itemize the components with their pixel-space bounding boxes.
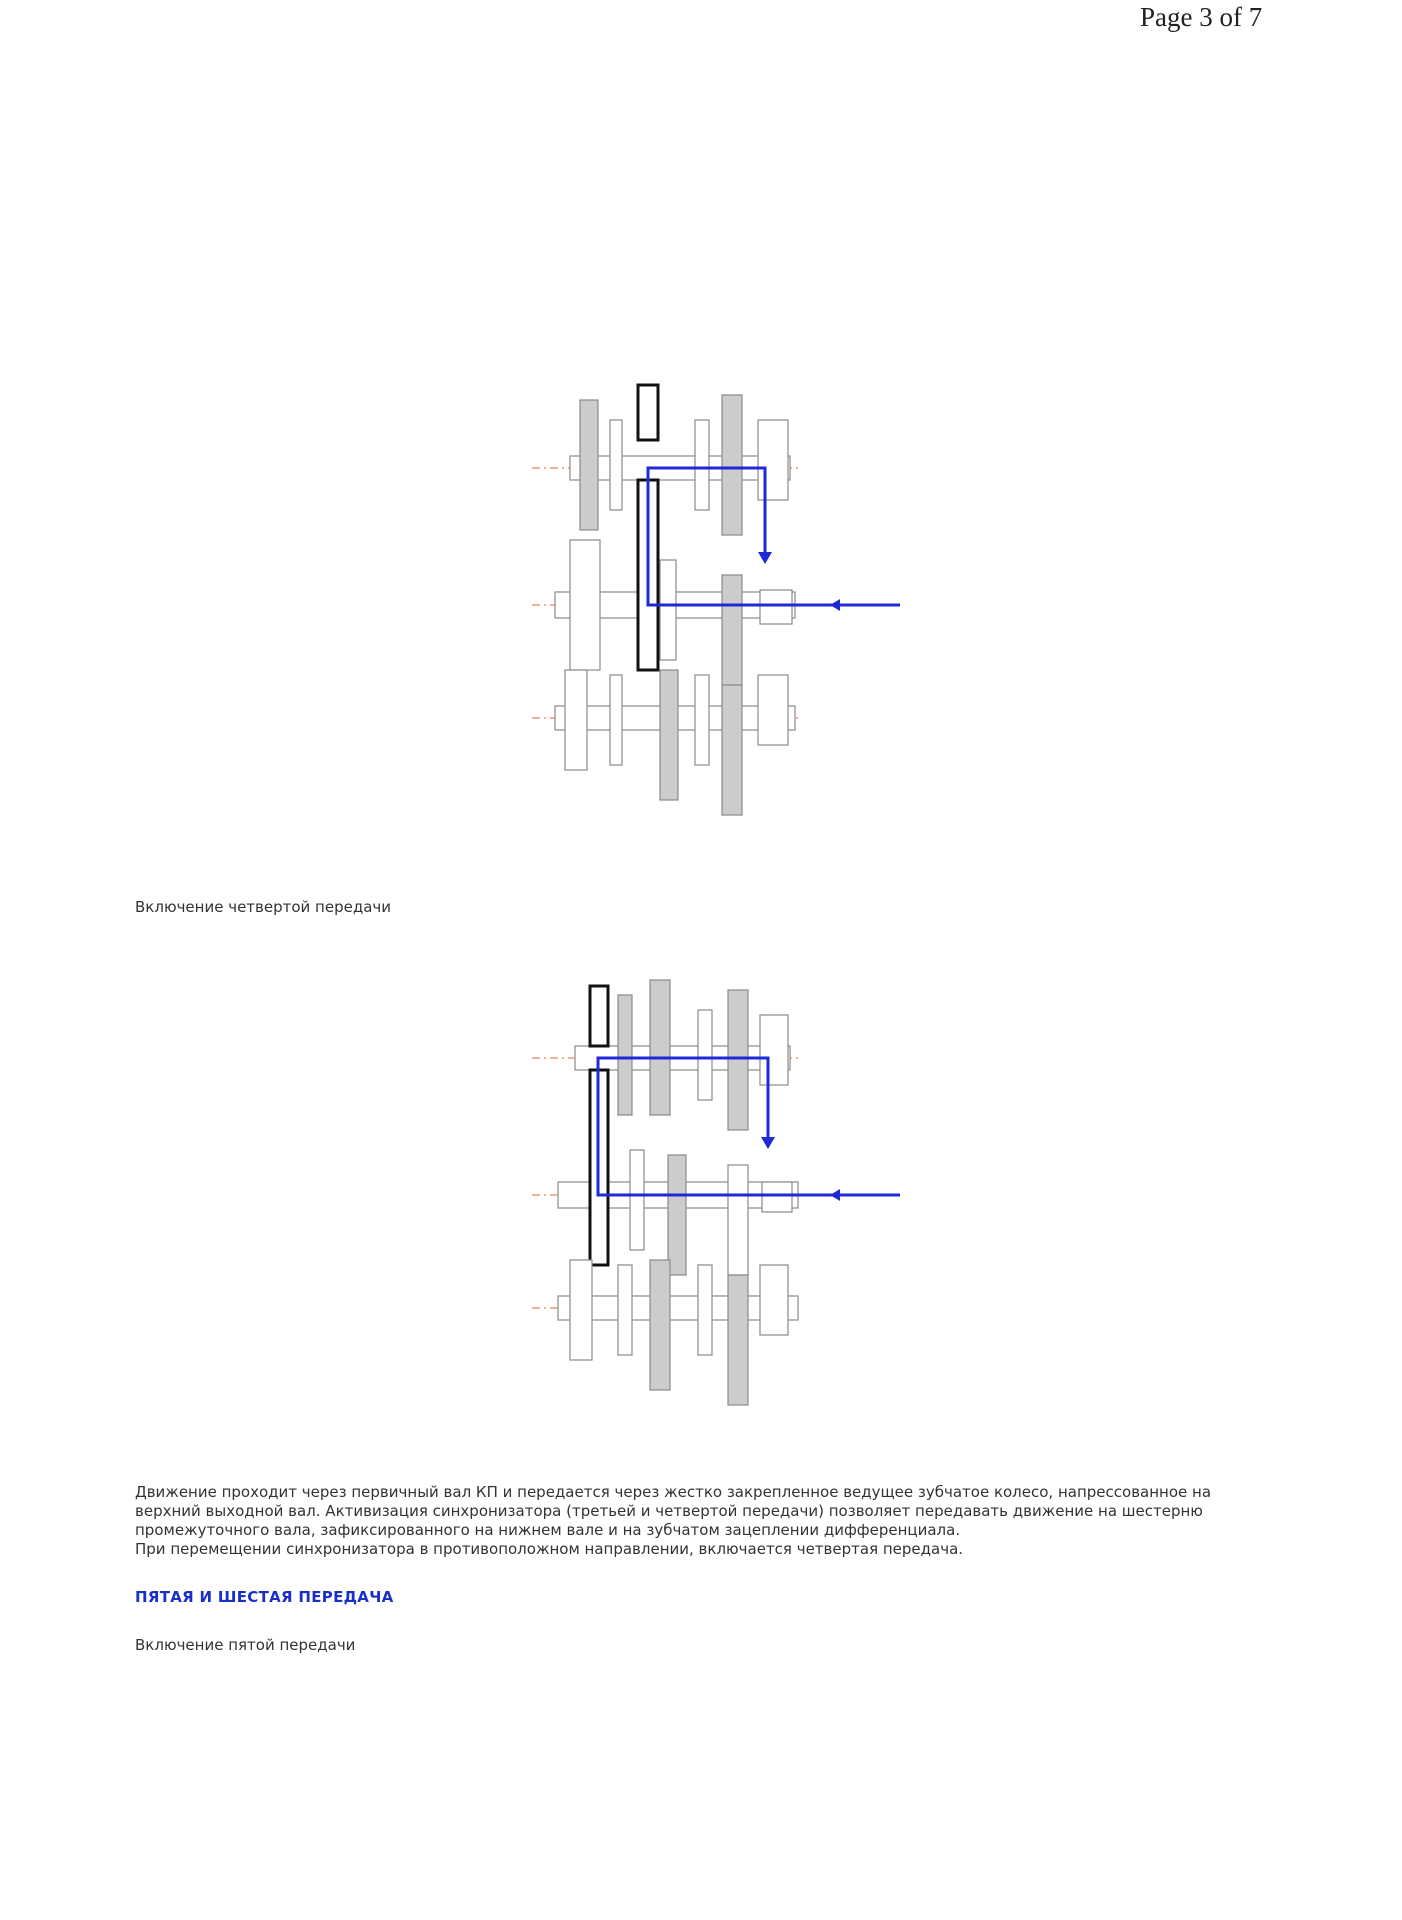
description-paragraph [135,1483,1245,1559]
paragraph-line: При перемещении синхронизатора в противоположном направлении, включается четвертая передача. [135,1540,964,1558]
gearbox-diagram-second [530,970,910,1414]
section-caption: Включение пятой передачи [135,1636,356,1654]
figure-caption-fourth-gear: Включение четвертой передачи [135,898,392,916]
section-heading: ПЯТАЯ И ШЕСТАЯ ПЕРЕДАЧА [135,1588,394,1606]
gearbox-diagram-fourth-gear [530,380,910,824]
paragraph-line: Движение проходит через первичный вал КП и передается через жестко закрепленное ведущее зубчатое колесо, напрессованное на верхний выходной вал. Активизация синхронизатора (третьей и четвертой передачи) позволяет передавать движение на шестерню промежуточного вала, зафиксированного на нижнем вале и на зубчатом зацеплении дифференциала. [135,1483,1212,1539]
page-number: Page 3 of 7 [1140,2,1263,32]
